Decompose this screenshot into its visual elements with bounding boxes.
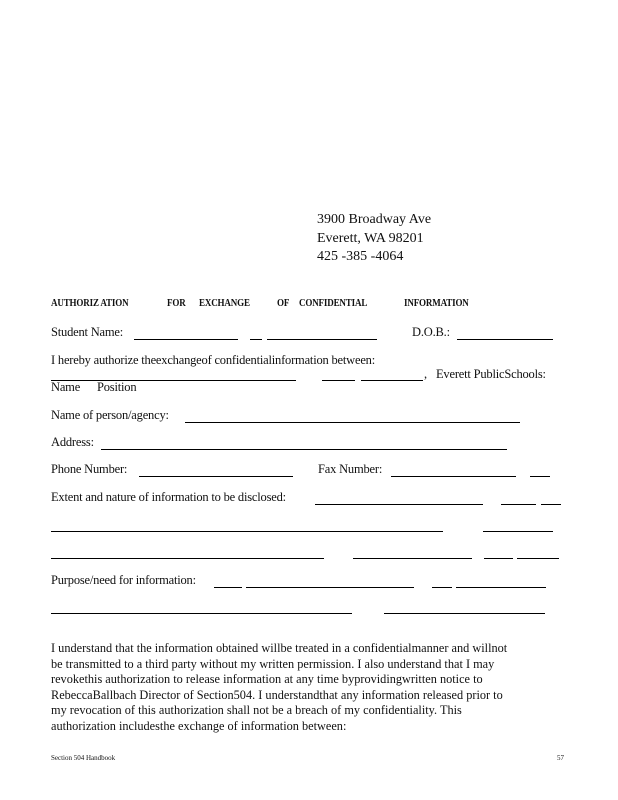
- party-line-2[interactable]: [322, 380, 355, 381]
- comma-separator: ,: [424, 367, 427, 381]
- address-line[interactable]: [101, 449, 507, 450]
- student-name-line[interactable]: [134, 339, 238, 340]
- dob-line[interactable]: [457, 339, 553, 340]
- extent-continuation-line-3[interactable]: [51, 558, 324, 559]
- person-agency-label: Name of person/agency:: [51, 408, 169, 422]
- party-name-line[interactable]: [51, 380, 296, 381]
- fax-label: Fax Number:: [318, 462, 383, 476]
- paragraph-line: authorization includesthe exchange of information between:: [51, 718, 347, 733]
- purpose-label: Purpose/need for information:: [51, 573, 196, 587]
- phone-line[interactable]: [139, 476, 293, 477]
- name-caption: Name: [51, 380, 81, 394]
- purpose-continuation-line-1[interactable]: [51, 613, 352, 614]
- extent-line[interactable]: [315, 504, 483, 505]
- purpose-line-4[interactable]: [456, 587, 546, 588]
- position-caption: Position: [97, 380, 137, 394]
- form-title-word-6: INFORMATION: [404, 298, 469, 309]
- phone-label: Phone Number:: [51, 462, 128, 476]
- purpose-line[interactable]: [214, 587, 242, 588]
- extent-line-2[interactable]: [501, 504, 536, 505]
- purpose-continuation-line-2[interactable]: [384, 613, 545, 614]
- address-phone: 425 -385 -4064: [317, 249, 404, 264]
- form-title-word-2: FOR: [167, 298, 186, 309]
- paragraph-line: my revocation of this authorization shall not be a breach of my confidentiality. This: [51, 703, 462, 718]
- address-city: Everett, WA 98201: [317, 231, 424, 246]
- purpose-line-3[interactable]: [432, 587, 452, 588]
- paragraph-line: I understand that the information obtained willbe treated in a confidentialmanner and willnot: [51, 641, 508, 655]
- paragraph-line: revokethis authorization to release information at any time byprovidingwritten notice to: [51, 672, 483, 687]
- form-title-word-3: EXCHANGE: [199, 298, 250, 309]
- extent-continuation-line-2[interactable]: [483, 531, 553, 532]
- form-title-word-5: CONFIDENTIAL: [299, 298, 368, 309]
- extent-continuation-line-5[interactable]: [484, 558, 513, 559]
- person-agency-line[interactable]: [185, 422, 520, 423]
- address-label: Address:: [51, 435, 94, 449]
- footer-handbook: Section 504 Handbook: [51, 754, 116, 762]
- extent-continuation-line-4[interactable]: [353, 558, 472, 559]
- extent-line-3[interactable]: [541, 504, 561, 505]
- purpose-line-2[interactable]: [246, 587, 414, 588]
- consent-paragraph: [51, 641, 571, 735]
- footer-page-number: 57: [557, 754, 564, 762]
- everett-schools-label: Everett PublicSchools:: [436, 367, 546, 381]
- party-line-3[interactable]: [361, 380, 423, 381]
- student-name-label: Student Name:: [51, 325, 124, 339]
- paragraph-line: be transmitted to a third party without my written permission. I also understand that I may: [51, 656, 495, 671]
- student-name-line-3[interactable]: [267, 339, 377, 340]
- paragraph-line: RebeccaBallbach Director of Section504. I understandthat any information released prior to: [51, 687, 503, 702]
- fax-line-2[interactable]: [530, 476, 550, 477]
- extent-label: Extent and nature of information to be disclosed:: [51, 490, 286, 504]
- form-title-word-1: AUTHORIZ ATION: [51, 298, 129, 309]
- form-title-word-4: OF: [277, 298, 290, 309]
- fax-line[interactable]: [391, 476, 516, 477]
- dob-label: D.O.B.:: [412, 325, 450, 339]
- student-name-line-2[interactable]: [250, 339, 262, 340]
- address-street: 3900 Broadway Ave: [317, 212, 432, 227]
- extent-continuation-line-6[interactable]: [517, 558, 559, 559]
- authorize-statement: I hereby authorize theexchangeof confidentialinformation between:: [51, 353, 376, 367]
- extent-continuation-line-1[interactable]: [51, 531, 443, 532]
